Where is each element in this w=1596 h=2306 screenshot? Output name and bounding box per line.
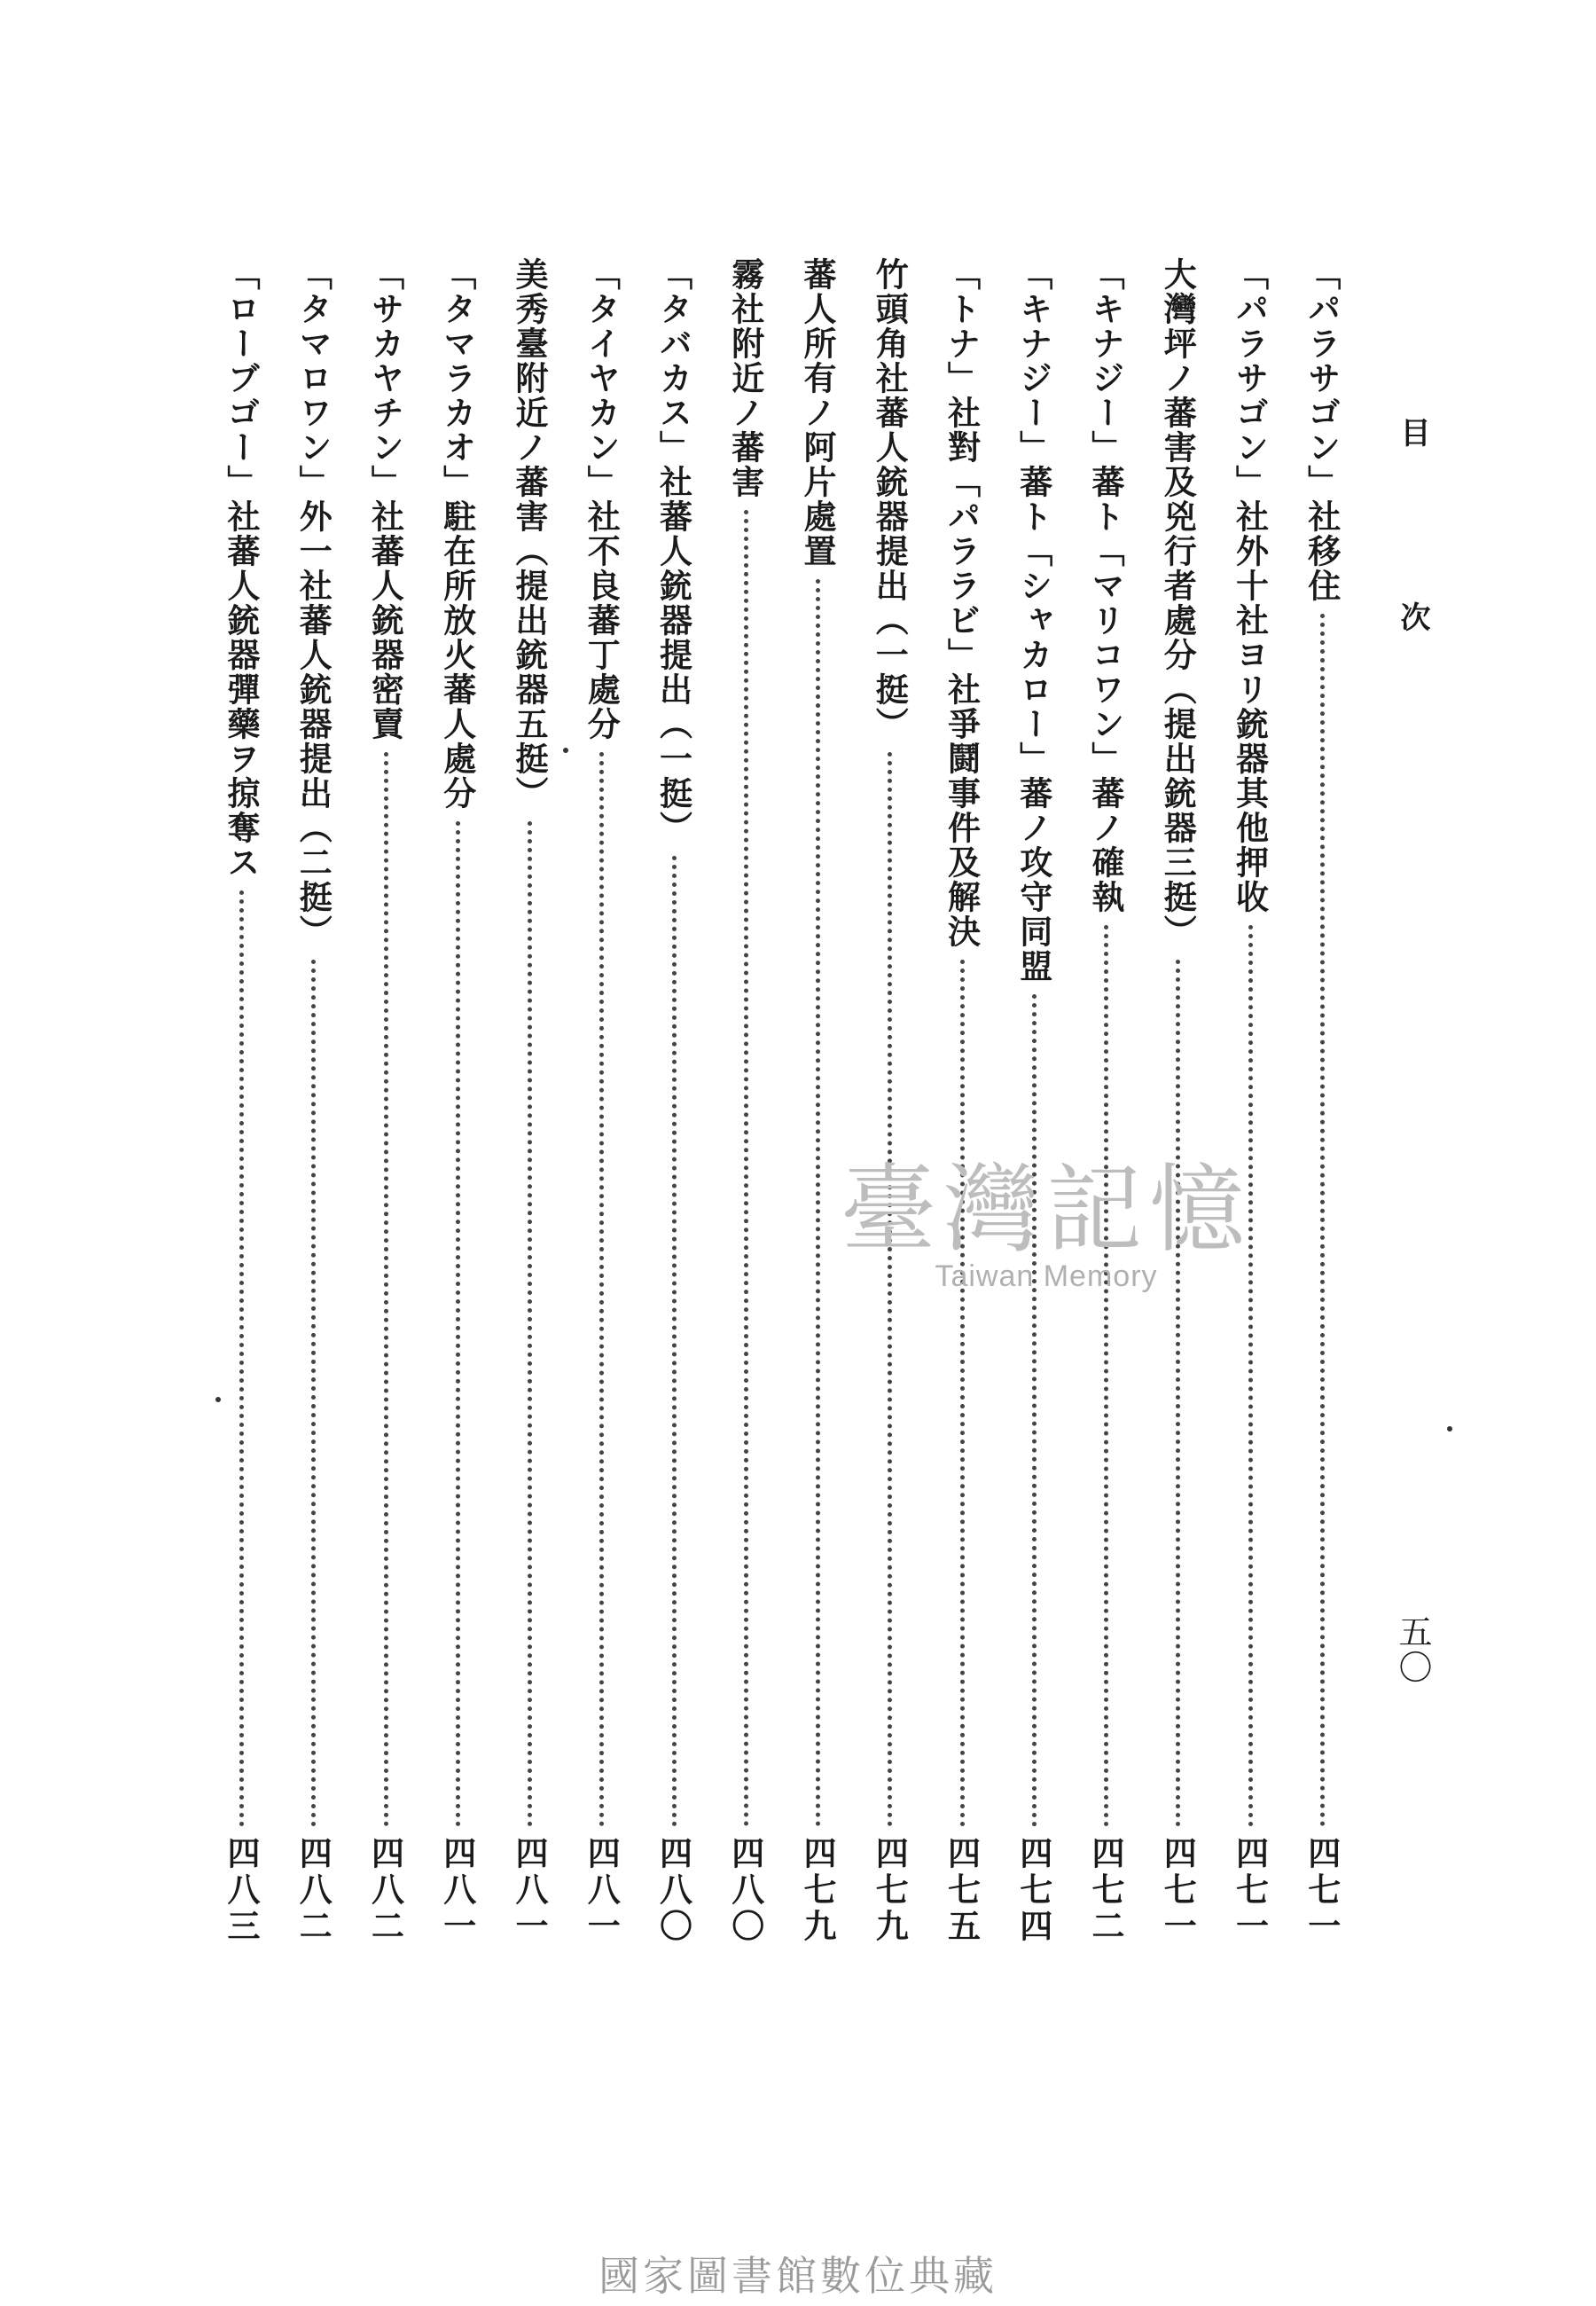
toc-entry-title: 「サカヤチン」社蕃人銃器密賣: [365, 257, 405, 741]
toc-entry-page-number: 四八一: [437, 1836, 477, 1945]
toc-entry: [927, 257, 997, 1996]
toc-entry-title: 「キナジー」蕃ト「マリコワン」蕃ノ確執: [1086, 257, 1125, 914]
print-speck: [563, 748, 568, 753]
toc-entry-page-number: 四八一: [510, 1836, 549, 1945]
toc-entry-title: 「ローブゴー」社蕃人銃器彈藥ヲ掠奪ス: [222, 257, 261, 880]
toc-entry-title: 「タバカス」社蕃人銃器提出（一挺）: [653, 257, 693, 845]
toc-entry: [1142, 257, 1212, 1996]
toc-entry-title: 「パラサゴン」社移住: [1302, 257, 1342, 603]
toc-entry-title: 「タマロワン」外一社蕃人銃器提出（二挺）: [293, 257, 333, 949]
toc-entry: [206, 257, 276, 1996]
toc-entry-page-number: 四八一: [582, 1836, 622, 1945]
toc-entry-page-number: 四八〇: [653, 1836, 693, 1945]
dot-leader: [1032, 994, 1040, 1827]
watermark: [798, 1153, 1295, 1330]
dot-leader: [744, 510, 752, 1827]
print-speck: [215, 1397, 221, 1402]
toc-entry: [350, 257, 420, 1996]
toc-entry-title: 蕃人所有ノ阿片處置: [798, 257, 837, 569]
dot-leader: [1176, 960, 1184, 1827]
dot-leader: [384, 752, 392, 1827]
watermark-subtitle: Taiwan Memory: [935, 1259, 1158, 1293]
dot-leader: [1248, 925, 1256, 1827]
toc-entry: [494, 257, 564, 1996]
toc-entry-title: 霧社附近ノ蕃害: [725, 257, 765, 499]
toc-entry-page-number: 四七九: [798, 1836, 837, 1945]
page-number: 五〇: [1393, 1614, 1432, 1685]
toc-entry-page-number: 四七五: [942, 1836, 982, 1945]
dot-leader: [1104, 925, 1112, 1827]
running-header-title: 目 次: [1395, 417, 1430, 694]
dot-leader: [1320, 614, 1328, 1827]
toc-entry: [710, 257, 780, 1996]
dot-leader: [311, 960, 319, 1827]
toc-entry: [1070, 257, 1140, 1996]
toc-entry-page-number: 四七一: [1158, 1836, 1198, 1945]
footer-credit: 國家圖書館數位典藏: [598, 2252, 998, 2300]
dot-leader: [239, 890, 247, 1827]
dot-leader: [528, 821, 536, 1827]
dot-leader: [672, 856, 680, 1827]
toc-entry-title: 美秀臺附近ノ蕃害（提出銃器五挺）: [510, 257, 549, 811]
toc-entry: [998, 257, 1068, 1996]
print-speck: [1447, 1426, 1452, 1431]
toc-entry: [566, 257, 636, 1996]
toc-entry-title: 竹頭角社蕃人銃器提出（一挺）: [870, 257, 910, 741]
toc-entry-page-number: 四七一: [1302, 1836, 1342, 1945]
toc-entry-title: 「パラサゴン」社外十社ヨリ銃器其他押收: [1230, 257, 1270, 914]
toc-entry: [638, 257, 708, 1996]
toc-entry-page-number: 四七二: [1086, 1836, 1125, 1945]
toc-entry-page-number: 四七一: [1230, 1836, 1270, 1945]
watermark-logo: 臺灣記憶: [840, 1155, 1252, 1266]
toc-entry: [278, 257, 348, 1996]
dot-leader: [960, 960, 968, 1827]
toc-entry-page-number: 四七九: [870, 1836, 910, 1945]
toc-entry-page-number: 四八二: [293, 1836, 333, 1945]
toc-entry: [1215, 257, 1285, 1996]
toc-entry-page-number: 四八三: [222, 1836, 261, 1945]
toc-entry-page-number: 四八二: [365, 1836, 405, 1945]
toc-entry-page-number: 四七四: [1013, 1836, 1053, 1945]
toc-entry: [422, 257, 492, 1996]
toc-entry-title: 「タマラカオ」駐在所放火蕃人處分: [437, 257, 477, 811]
toc-entry: [782, 257, 852, 1996]
toc-entry: [1287, 257, 1357, 1996]
dot-leader: [456, 821, 464, 1827]
table-of-contents: [204, 257, 1357, 1996]
toc-entry-title: 「トナ」社對「パララビ」社爭鬪事件及解決: [942, 257, 982, 949]
toc-entry-title: 「タイヤカン」社不良蕃丁處分: [582, 257, 622, 741]
dot-leader: [599, 752, 607, 1827]
toc-entry-title: 「キナジー」蕃ト「シャカロー」蕃ノ攻守同盟: [1013, 257, 1053, 984]
toc-entry-title: 大灣坪ノ蕃害及兇行者處分（提出銃器三挺）: [1158, 257, 1198, 949]
toc-entry-page-number: 四八〇: [725, 1836, 765, 1945]
toc-entry: [854, 257, 924, 1996]
